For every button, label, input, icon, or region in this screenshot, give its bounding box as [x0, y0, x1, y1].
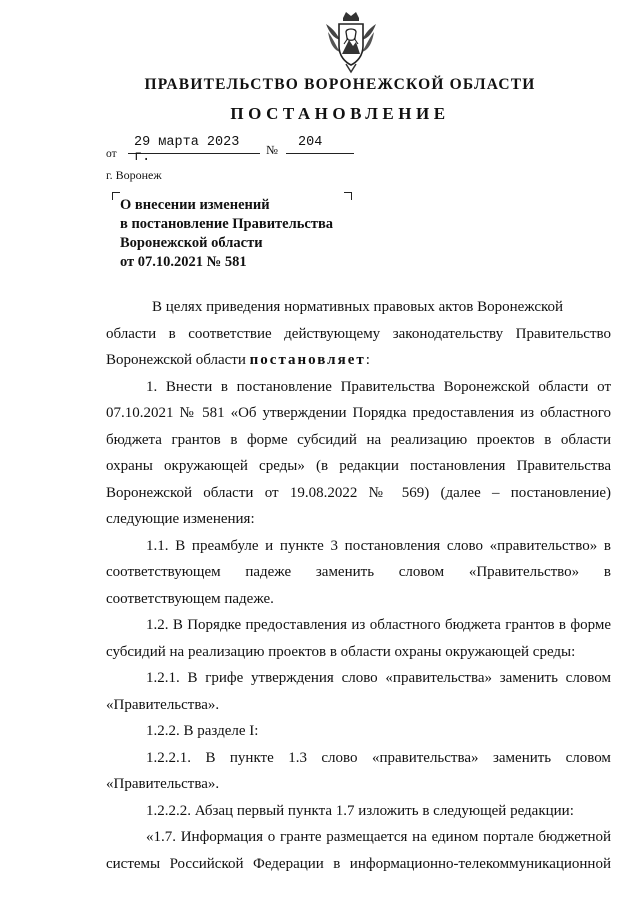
paragraph-line: «Правительства». — [106, 696, 220, 713]
date-label: от — [106, 148, 117, 160]
paragraph-line: 1.2.2.2. Абзац первый пункта 1.7 изложить в следующей редакции: — [146, 802, 574, 819]
paragraph-line: 1. Внести в постановление Правительства Воронежской области от — [146, 378, 611, 395]
paragraph-line: 07.10.2021 № 581 «Об утверждении Порядка предоставления из областного — [106, 405, 611, 421]
decree-keyword: постановляет — [249, 352, 366, 368]
title-line: Воронежской области — [120, 235, 263, 251]
paragraph-line: 1.2.2.1. В пункте 1.3 слово «правительства» заменить словом — [146, 749, 611, 766]
paragraph-line: «Правительства». — [106, 776, 220, 792]
paragraph-line: 1.1. В преамбуле и пункте 3 постановления слово «правительство» в — [146, 537, 611, 554]
paragraph-line: Воронежской области постановляет: — [106, 352, 370, 368]
paragraph-line: следующие изменения: — [106, 511, 255, 527]
paragraph-line: 1.2.1. В грифе утверждения слово «правительства» заменить словом — [146, 670, 611, 686]
paragraph-line: Воронежской области от 19.08.2022 № 569) (далее – постановление) — [106, 484, 611, 501]
paragraph-line: области в соответствие действующему законодательству Правительство — [106, 325, 611, 342]
paragraph-line: соответствующем падеже заменить словом «Правительство» в — [106, 564, 611, 580]
document-type: ПОСТАНОВЛЕНИЕ — [230, 104, 450, 123]
organization-name: ПРАВИТЕЛЬСТВО ВОРОНЕЖСКОЙ ОБЛАСТИ — [144, 76, 536, 93]
paragraph-line: системы Российской Федерации в информационно-телекоммуникационной — [106, 855, 611, 872]
document-title — [120, 196, 333, 272]
city: г. Воронеж — [106, 168, 162, 182]
paragraph-line: «1.7. Информация о гранте размещается на едином портале бюджетной — [146, 829, 611, 845]
body-text — [106, 294, 611, 877]
paragraph-line: 1.2. В Порядке предоставления из областного бюджета грантов в форме — [146, 617, 611, 633]
bracket-left — [112, 192, 120, 200]
title-line: от 07.10.2021 № 581 — [120, 254, 247, 270]
paragraph-line: В целях приведения нормативных правовых актов Воронежской — [152, 299, 564, 315]
title-line: в постановление Правительства — [120, 216, 334, 232]
number-field: 204 — [286, 135, 354, 154]
paragraph-line: охраны окружающей среды» (в редакции постановления Правительства — [106, 458, 611, 474]
coat-of-arms-icon — [322, 10, 380, 76]
paragraph-line: 1.2.2. В разделе I: — [146, 723, 259, 739]
title-line: О внесении изменений — [120, 197, 270, 213]
paragraph-line: субсидий на реализацию проектов в области охраны окружающей среды: — [106, 643, 576, 660]
number-label: № — [266, 143, 278, 157]
paragraph-line: соответствующем падеже. — [106, 590, 274, 607]
date-field: 29 марта 2023 г. — [128, 135, 260, 154]
paragraph-line: бюджета грантов в форме субсидий на реализацию проектов в области — [106, 431, 611, 448]
bracket-right — [344, 192, 352, 200]
